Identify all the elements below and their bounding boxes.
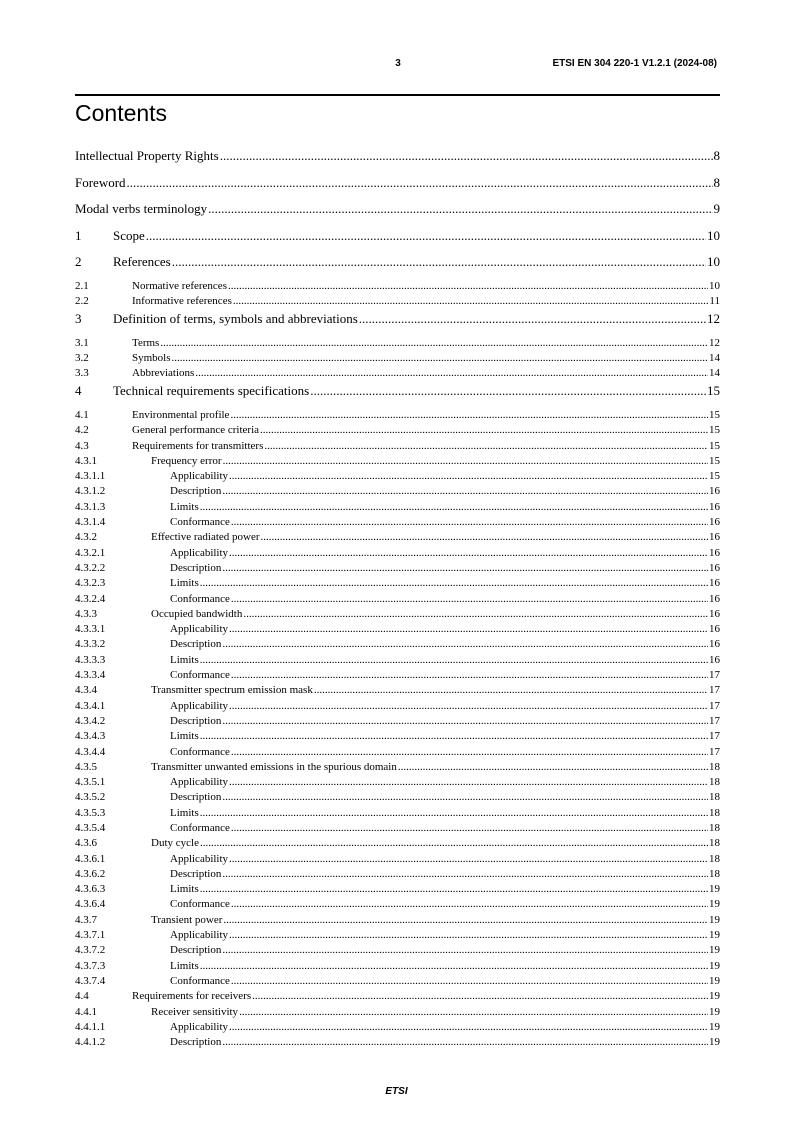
- toc-entry-number: 3.2: [75, 351, 89, 364]
- toc-dot-leader: [172, 254, 706, 270]
- toc-entry-page: 16: [709, 592, 720, 605]
- toc-entry-number: 3.1: [75, 336, 89, 349]
- toc-entry-page: 14: [709, 351, 720, 364]
- toc-entry-number: 1: [75, 227, 82, 243]
- toc-entry-number: 4.3.1.4: [75, 516, 106, 529]
- toc-entry-title: References: [113, 254, 171, 269]
- toc-dot-leader: [220, 148, 713, 164]
- table-of-contents: [75, 146, 720, 1050]
- toc-entry-page: 8: [713, 148, 720, 163]
- toc-entry-number: 4.3.1.1: [75, 470, 106, 483]
- toc-entry-title: Conformance: [170, 592, 230, 605]
- toc-entry[interactable]: [75, 423, 720, 438]
- toc-entry-page: 18: [709, 867, 720, 880]
- toc-entry-title: Description: [170, 1036, 222, 1049]
- toc-entry-page: 15: [709, 439, 720, 452]
- toc-dot-leader: [231, 515, 708, 530]
- toc-entry-page: 16: [709, 638, 720, 651]
- toc-entry-title: Intellectual Property Rights: [75, 148, 219, 163]
- toc-entry-title: Requirements for receivers: [132, 990, 252, 1003]
- toc-dot-leader: [243, 607, 708, 622]
- toc-entry[interactable]: [75, 653, 720, 668]
- toc-entry-title: General performance criteria: [132, 424, 260, 437]
- toc-entry[interactable]: [75, 622, 720, 637]
- toc-entry-title: Applicability: [170, 929, 229, 942]
- toc-dot-leader: [231, 897, 708, 912]
- toc-entry-page: 16: [709, 653, 720, 666]
- toc-entry-number: 4.3.5.3: [75, 806, 106, 819]
- toc-entry-page: 19: [709, 1020, 720, 1033]
- toc-entry-title: Limits: [170, 577, 199, 590]
- toc-entry-page: 14: [709, 367, 720, 380]
- toc-entry-number: 4.3.2.2: [75, 561, 106, 574]
- toc-entry-page: 18: [709, 806, 720, 819]
- toc-entry-number: 4.3.6.4: [75, 898, 106, 911]
- toc-entry-number: 4.3.6.3: [75, 883, 106, 896]
- toc-entry-number: 4.3.1.2: [75, 485, 106, 498]
- toc-entry[interactable]: [75, 974, 720, 989]
- toc-entry-page: 16: [709, 531, 720, 544]
- toc-entry-page: 19: [709, 1005, 720, 1018]
- toc-entry-number: 4.3.7.2: [75, 944, 106, 957]
- toc-entry-title: Conformance: [170, 516, 230, 529]
- toc-dot-leader: [229, 775, 708, 790]
- toc-entry-number: 4.3.3.3: [75, 653, 106, 666]
- toc-dot-leader: [200, 729, 708, 744]
- toc-dot-leader: [314, 683, 708, 698]
- toc-dot-leader: [200, 500, 708, 515]
- toc-dot-leader: [146, 228, 706, 244]
- toc-dot-leader: [229, 469, 708, 484]
- toc-entry-number: 4.3.6.2: [75, 867, 106, 880]
- toc-entry-title: Limits: [170, 653, 199, 666]
- toc-entry-page: 18: [709, 837, 720, 850]
- toc-dot-leader: [231, 668, 708, 683]
- toc-dot-leader: [200, 882, 708, 897]
- toc-entry-number: 2.2: [75, 294, 89, 307]
- toc-entry[interactable]: [75, 699, 720, 714]
- toc-entry-number: 4.3.3.1: [75, 623, 106, 636]
- toc-entry-page: 18: [709, 791, 720, 804]
- toc-dot-leader: [252, 989, 708, 1004]
- toc-entry-title: Limits: [170, 883, 199, 896]
- toc-entry[interactable]: [75, 959, 720, 974]
- toc-entry-number: 4.3.1: [75, 454, 97, 467]
- toc-entry-title: Transmitter spectrum emission mask: [151, 684, 313, 697]
- page-number: 3: [395, 58, 401, 69]
- toc-entry-title: Applicability: [170, 776, 229, 789]
- toc-entry-page: 17: [709, 699, 720, 712]
- toc-entry-number: 4.3.5.4: [75, 822, 106, 834]
- toc-entry[interactable]: [75, 439, 720, 454]
- toc-dot-leader: [231, 592, 708, 607]
- toc-dot-leader: [222, 1035, 708, 1050]
- toc-dot-leader: [260, 423, 708, 438]
- toc-entry[interactable]: [75, 199, 720, 226]
- toc-entry-title: Abbreviations: [132, 367, 195, 380]
- toc-entry-page: 16: [709, 500, 720, 513]
- toc-entry-title: Receiver sensitivity: [151, 1005, 239, 1018]
- toc-entry-page: 10: [709, 279, 720, 292]
- toc-dot-leader: [200, 576, 708, 591]
- toc-entry[interactable]: [75, 775, 720, 790]
- toc-entry-number: 4: [75, 383, 82, 399]
- toc-dot-leader: [229, 622, 708, 637]
- toc-entry[interactable]: [75, 454, 720, 469]
- toc-entry[interactable]: [75, 408, 720, 423]
- toc-entry[interactable]: [75, 714, 720, 729]
- toc-entry-page: 17: [709, 730, 720, 743]
- toc-dot-leader: [264, 439, 708, 454]
- toc-entry-title: Modal verbs terminology: [75, 201, 208, 216]
- toc-entry-title: Terms: [132, 336, 160, 349]
- toc-entry[interactable]: [75, 607, 720, 622]
- toc-entry-number: 4.3.4: [75, 684, 97, 697]
- toc-entry-page: 15: [709, 454, 720, 467]
- toc-entry-page: 16: [709, 623, 720, 636]
- toc-dot-leader: [222, 943, 708, 958]
- toc-dot-leader: [231, 745, 708, 760]
- toc-entry[interactable]: [75, 351, 720, 366]
- toc-entry-page: 19: [709, 898, 720, 911]
- toc-entry-number: 4.3.4.2: [75, 714, 106, 727]
- toc-entry-number: 4.4.1.2: [75, 1036, 106, 1049]
- toc-entry-number: 4.3.4.3: [75, 730, 106, 743]
- toc-entry-number: 4.3: [75, 439, 89, 452]
- toc-entry[interactable]: [75, 668, 720, 683]
- toc-entry[interactable]: [75, 173, 720, 200]
- toc-dot-leader: [127, 175, 713, 191]
- footer-publisher: ETSI: [385, 1086, 408, 1097]
- toc-entry-title: Effective radiated power: [151, 531, 260, 544]
- toc-dot-leader: [398, 760, 708, 775]
- toc-entry-page: 19: [709, 959, 720, 972]
- toc-dot-leader: [229, 699, 708, 714]
- toc-entry[interactable]: [75, 592, 720, 607]
- toc-entry-title: Informative references: [132, 294, 232, 307]
- document-identifier: ETSI EN 304 220-1 V1.2.1 (2024-08): [552, 58, 717, 69]
- toc-entry-page: 19: [709, 944, 720, 957]
- toc-entry-title: Conformance: [170, 974, 230, 987]
- toc-entry-page: 19: [709, 929, 720, 942]
- toc-entry[interactable]: [75, 279, 720, 294]
- toc-entry-page: 16: [709, 516, 720, 529]
- toc-entry-title: Limits: [170, 806, 199, 819]
- toc-entry[interactable]: [75, 852, 720, 867]
- toc-entry-number: 4.3.4.1: [75, 699, 106, 712]
- toc-entry-number: 4.4.1.1: [75, 1020, 106, 1033]
- toc-dot-leader: [222, 637, 708, 652]
- toc-entry-title: Environmental profile: [132, 408, 230, 421]
- toc-entry-title: Occupied bandwidth: [151, 607, 243, 620]
- toc-entry[interactable]: [75, 294, 720, 309]
- toc-entry[interactable]: [75, 381, 720, 408]
- toc-dot-leader: [231, 974, 708, 989]
- toc-entry-title: Applicability: [170, 699, 229, 712]
- toc-entry[interactable]: [75, 530, 720, 545]
- toc-entry-title: Description: [170, 485, 222, 498]
- toc-entry-page: 19: [709, 974, 720, 987]
- toc-entry[interactable]: [75, 1035, 720, 1050]
- toc-entry-number: 4.3.2: [75, 531, 97, 544]
- toc-entry-title: Description: [170, 561, 222, 574]
- toc-entry[interactable]: [75, 943, 720, 958]
- toc-dot-leader: [222, 867, 708, 882]
- toc-entry[interactable]: [75, 836, 720, 851]
- toc-entry-title: Technical requirements specifications: [113, 383, 310, 399]
- toc-entry-number: 4.3.7.1: [75, 929, 106, 942]
- toc-entry-number: 4.4.1: [75, 1005, 97, 1018]
- toc-entry[interactable]: [75, 928, 720, 943]
- toc-entry-page: 18: [709, 760, 720, 773]
- toc-entry-number: 4.3.3.2: [75, 638, 106, 651]
- toc-entry-title: Limits: [170, 959, 199, 972]
- toc-entry[interactable]: [75, 989, 720, 1004]
- toc-entry-page: 18: [709, 822, 720, 834]
- toc-entry[interactable]: [75, 760, 720, 775]
- toc-entry-number: 4.3.5.1: [75, 776, 106, 789]
- toc-entry-title: Transient power: [151, 913, 223, 926]
- toc-entry[interactable]: [75, 576, 720, 591]
- toc-entry[interactable]: [75, 867, 720, 882]
- toc-entry[interactable]: [75, 226, 720, 253]
- toc-entry-page: 19: [709, 913, 720, 926]
- toc-entry[interactable]: [75, 146, 720, 173]
- toc-entry[interactable]: [75, 561, 720, 576]
- toc-entry-title: Requirements for transmitters: [132, 439, 264, 452]
- toc-entry-title: Scope: [113, 227, 145, 243]
- toc-dot-leader: [229, 1020, 708, 1035]
- toc-entry-title: Symbols: [132, 351, 171, 364]
- toc-dot-leader: [200, 836, 708, 851]
- toc-entry[interactable]: [75, 913, 720, 928]
- toc-entry-number: 4.3.6: [75, 837, 97, 850]
- toc-entry-number: 2.1: [75, 279, 89, 292]
- toc-entry-page: 17: [709, 745, 720, 758]
- toc-entry-title: Applicability: [170, 623, 229, 636]
- toc-entry[interactable]: [75, 484, 720, 499]
- toc-entry-title: Description: [170, 791, 222, 804]
- toc-entry-number: 4.3.1.3: [75, 500, 106, 513]
- toc-entry[interactable]: [75, 366, 720, 381]
- toc-entry-number: 4.3.3: [75, 607, 97, 620]
- toc-dot-leader: [222, 790, 708, 805]
- toc-entry-page: 19: [709, 990, 720, 1003]
- toc-entry-page: 18: [709, 852, 720, 865]
- toc-dot-leader: [229, 928, 708, 943]
- toc-entry-page: 12: [707, 311, 720, 327]
- toc-entry[interactable]: [75, 469, 720, 484]
- toc-entry-page: 19: [709, 883, 720, 896]
- toc-entry-page: 15: [707, 383, 720, 399]
- toc-entry-title: Description: [170, 867, 222, 880]
- toc-entry-title: Description: [170, 944, 222, 957]
- header-rule: [75, 94, 720, 96]
- toc-entry[interactable]: [75, 515, 720, 530]
- toc-entry-title: Applicability: [170, 1020, 229, 1033]
- toc-entry-page: 15: [709, 408, 720, 421]
- toc-dot-leader: [223, 454, 708, 469]
- toc-entry-title: Conformance: [170, 745, 230, 758]
- toc-entry-title: Definition of terms, symbols and abbreviations: [113, 311, 358, 327]
- toc-dot-leader: [200, 959, 708, 974]
- toc-entry-page: 15: [709, 470, 720, 483]
- toc-entry-title: Conformance: [170, 669, 230, 682]
- toc-entry[interactable]: [75, 882, 720, 897]
- toc-dot-leader: [261, 530, 708, 545]
- toc-entry[interactable]: [75, 252, 720, 279]
- toc-entry-page: 17: [709, 669, 720, 682]
- toc-dot-leader: [208, 201, 712, 217]
- toc-entry-number: 3.3: [75, 367, 89, 380]
- toc-dot-leader: [231, 821, 708, 836]
- toc-dot-leader: [230, 408, 708, 423]
- toc-entry-number: 4.3.5: [75, 760, 97, 773]
- toc-entry-number: 4.3.3.4: [75, 669, 106, 682]
- toc-entry[interactable]: [75, 821, 720, 836]
- toc-entry-number: 4.3.6.1: [75, 852, 106, 865]
- toc-dot-leader: [239, 1005, 708, 1020]
- toc-entry-number: 4.3.4.4: [75, 745, 106, 758]
- toc-entry-page: 18: [709, 776, 720, 789]
- toc-entry[interactable]: [75, 546, 720, 561]
- toc-dot-leader: [222, 714, 708, 729]
- toc-entry-number: 3: [75, 311, 82, 327]
- toc-entry-number: 4.3.7.4: [75, 974, 106, 987]
- toc-dot-leader: [172, 351, 708, 366]
- toc-entry-page: 8: [713, 174, 720, 190]
- toc-dot-leader: [200, 806, 708, 821]
- toc-entry-number: 4.3.7.3: [75, 959, 106, 972]
- toc-dot-leader: [228, 279, 708, 294]
- toc-entry-number: 4.3.7: [75, 913, 97, 926]
- toc-entry-title: Description: [170, 638, 222, 651]
- toc-dot-leader: [233, 294, 709, 309]
- toc-entry-page: 16: [709, 607, 720, 620]
- toc-entry[interactable]: [75, 683, 720, 698]
- toc-entry-number: 4.3.5.2: [75, 791, 106, 804]
- toc-entry-page: 9: [713, 201, 720, 216]
- toc-entry-number: 4.3.2.4: [75, 592, 106, 605]
- toc-dot-leader: [200, 653, 708, 668]
- toc-entry-page: 10: [707, 227, 720, 243]
- toc-entry-title: Foreword: [75, 174, 126, 190]
- toc-entry-number: 4.3.2.1: [75, 546, 106, 559]
- toc-dot-leader: [229, 852, 708, 867]
- toc-entry[interactable]: [75, 500, 720, 515]
- toc-entry-page: 11: [709, 294, 720, 307]
- toc-entry-title: Normative references: [132, 279, 227, 292]
- toc-entry-page: 17: [709, 714, 720, 727]
- page-title: Contents: [75, 100, 168, 126]
- toc-entry[interactable]: [75, 309, 720, 336]
- toc-entry-title: Frequency error: [151, 454, 222, 467]
- toc-entry-page: 10: [707, 254, 720, 269]
- toc-dot-leader: [359, 311, 706, 327]
- toc-entry-number: 4.4: [75, 990, 89, 1003]
- toc-entry[interactable]: [75, 336, 720, 351]
- toc-entry-title: Conformance: [170, 898, 230, 911]
- toc-entry-title: Applicability: [170, 470, 229, 483]
- toc-entry[interactable]: [75, 897, 720, 912]
- toc-entry-page: 19: [709, 1036, 720, 1049]
- toc-entry-title: Conformance: [170, 822, 230, 834]
- toc-entry-page: 17: [709, 684, 720, 697]
- toc-entry[interactable]: [75, 806, 720, 821]
- toc-entry-title: Transmitter unwanted emissions in the spurious domain: [151, 760, 397, 773]
- toc-entry-title: Limits: [170, 730, 199, 743]
- toc-entry-number: 2: [75, 254, 82, 269]
- toc-entry-title: Limits: [170, 500, 199, 513]
- toc-entry-page: 16: [709, 577, 720, 590]
- toc-dot-leader: [229, 546, 708, 561]
- toc-entry[interactable]: [75, 790, 720, 805]
- toc-entry-title: Applicability: [170, 852, 229, 865]
- toc-entry-number: 4.3.2.3: [75, 577, 106, 590]
- toc-entry-page: 16: [709, 546, 720, 559]
- toc-dot-leader: [310, 383, 706, 399]
- toc-dot-leader: [222, 484, 708, 499]
- toc-entry[interactable]: [75, 745, 720, 760]
- toc-entry-number: 4.2: [75, 424, 89, 437]
- toc-dot-leader: [160, 336, 708, 351]
- toc-entry-page: 12: [709, 336, 720, 349]
- toc-entry[interactable]: [75, 1005, 720, 1020]
- toc-entry-page: 16: [709, 485, 720, 498]
- toc-entry-number: 4.1: [75, 408, 89, 421]
- toc-dot-leader: [222, 561, 708, 576]
- toc-entry-title: Applicability: [170, 546, 229, 559]
- toc-entry-title: Duty cycle: [151, 837, 199, 850]
- toc-entry-page: 16: [709, 561, 720, 574]
- toc-entry-title: Description: [170, 714, 222, 727]
- toc-entry[interactable]: [75, 729, 720, 744]
- toc-entry[interactable]: [75, 1020, 720, 1035]
- toc-dot-leader: [195, 366, 708, 381]
- toc-entry-page: 15: [709, 424, 720, 437]
- toc-entry[interactable]: [75, 637, 720, 652]
- toc-dot-leader: [223, 913, 708, 928]
